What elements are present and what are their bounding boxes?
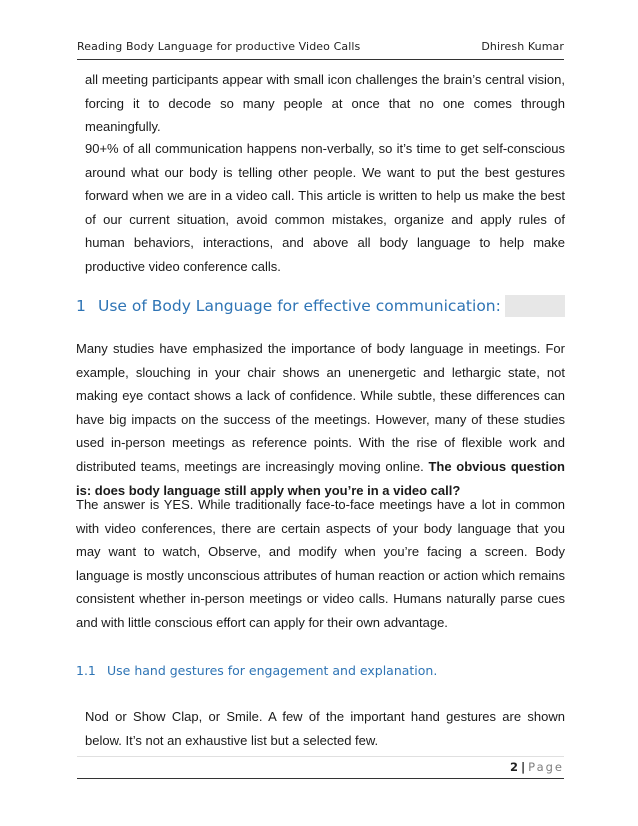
page-separator: | [520,760,526,774]
paragraph-answer: The answer is YES. While traditionally face-to-face meetings have a lot in common with video conferences, there are certain aspects of your body language that you may want to watch, Observe, and modify when you’re facing a screen. Body language is mostly unconscious attributes of human reaction or action which remains consistent whether in-person meetings or video calls. Humans naturally parse cues and with little conscious effort can apply for their own advantage. [76,497,565,630]
paragraph-studies-question: The obvious question is: does body language still apply when you’re in a video call? [76,458,565,498]
paragraph-continued: all meeting participants appear with small icon challenges the brain’s central vision, forcing it to decode so many people at once that no one comes through meaningfully. [85,72,565,135]
subsection-number: 1.1 [76,663,96,678]
header-author: Dhiresh Kumar [481,40,564,53]
section-title: Use of Body Language for effective communication: [98,297,505,315]
paragraph-studies [76,337,565,502]
page-label: Page [528,760,564,774]
heading-shading [505,295,565,317]
page-number: 2 [509,760,518,774]
paragraph-gestures: Nod or Show Clap, or Smile. A few of the important hand gestures are shown below. It’s not an exhaustive list but a selected few. [85,709,565,748]
page-header [77,40,564,60]
header-title: Reading Body Language for productive Video Calls [77,40,361,53]
subsection-title: Use hand gestures for engagement and explanation. [107,663,438,678]
section-heading-1 [76,295,565,317]
paragraph-studies-text: Many studies have emphasized the importance of body language in meetings. For example, slouching in your chair shows an unenergetic and lethargic state, not making eye contact shows a lack of confidence. While subtle, these differences can have big impacts on the success of the meetings. However, many of these studies used in-person meetings as reference points. With the rise of flexible work and distributed teams, meetings are increasingly moving online. [76,341,565,474]
section-number: 1 [76,297,86,315]
paragraph-intro: 90+% of all communication happens non-verbally, so it’s time to get self-conscious around what our body is telling other people. We want to put the best gestures forward when we are in a video call. This article is written to help us make the best of our current situation, avoid common mistakes, organize and apply rules of human behaviors, interactions, and above all body language to help make productive video conference calls. [85,141,565,274]
page-footer [77,756,564,779]
subsection-heading-1-1 [76,663,437,678]
